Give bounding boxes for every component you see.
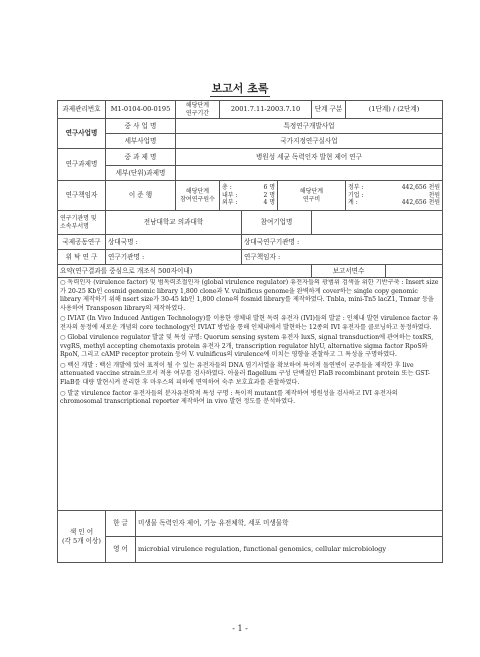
pages-value — [386, 265, 443, 278]
commission-institution: 연구기관명 : — [106, 250, 242, 265]
report-summary-table — [57, 100, 443, 563]
institution-value: 전남대학교 의과대학 — [106, 211, 242, 235]
keywords-label: 색 인 어 (각 5개 이상) — [58, 511, 106, 563]
middle-business-value: 특정연구개발사업 — [176, 119, 443, 134]
business-label: 연구사업명 — [58, 119, 106, 149]
task-id-value: M1-0104-00-0195 — [106, 101, 176, 119]
detail-business-label: 세부사업명 — [106, 134, 176, 149]
researcher-name: 이 준 행 — [106, 181, 176, 211]
abstract-header: 요약(연구결과를 중심으로 개조식 500자이내) — [58, 265, 312, 278]
detail-business-value: 국가지정연구실사업 — [176, 134, 443, 149]
institution-label: 연구기관명 및 소속부서명 — [58, 211, 106, 235]
intl-label: 국제공동연구 — [58, 235, 106, 250]
period-label: 해당단계 연구기간 — [176, 101, 220, 119]
partner-label: 참여기업명 — [242, 211, 312, 235]
abstract-item: ○ 독력인자 (virulence factor) 및 범독력조절인자 (global virulence regulator) 유전자들의 광범위 검색을 위한 기반구축 : Insert size 가 20-25 Kb인 cosmid genomic library 1,800 clone과 V. vulnificus genome을 완벽하게 cover하는 single copy genomic library 제작하기 위해 nsert size가 30-45 kb인 1,800 clone의 fosmid library를 제작하였다. Tnbla, mini-Tn5 lacZ1, Tnmar 등을 사용하여 Transposon library의 제작하였다. — [60, 279, 439, 312]
middle-task-value: 병원성 세균 독력인자 발현 제어 연구 — [176, 149, 443, 166]
page-number: - 1 - — [232, 624, 248, 633]
keywords-korean-label: 한 글 — [106, 511, 136, 537]
counterpart-country: 상대국명 : — [106, 235, 242, 250]
fund-values: 정부 : 442,656 천원 기업 : 천원 계 : 442,656 천원 — [346, 181, 443, 211]
abstract-item: ○ 백신 개발 : 백신 개발에 있어 표적이 될 수 있는 유전자들의 DNA 염기서열을 확보하여 특이적 돌연변이 균주들을 제작한 후 live attenuated vaccine strain으로서 적용 여부를 검사하였다. 아울러 flagellum 구성 단백질인 FlaB recombinant protein 또는 GST-FlaB를 대량 발현시켜 분리한 후 마우스의 피하에 면역하여 숙주 보호효과를 관찰하였다. — [60, 361, 430, 387]
keywords-english-value: microbial virulence regulation, functional genomics, cellular microbiology — [136, 537, 443, 563]
keywords-english-label: 영 어 — [106, 537, 136, 563]
abstract-item: ○ Global virulence regulator 발굴 및 특성 규명: Quorum sensing system 유전자 luxS, signal transduction에 관여하는 toxRS, vvgRS, methyl accepting chemotaxis protein 유전자 2개, transcription regulator hlyU, alternative sigma factor RpoS와 RpoN, 그리고 cAMP receptor protein 등이 V. vulnificus의 virulence에 미치는 영향을 관찰하고 그 특성을 구명하였다. — [60, 334, 434, 359]
middle-task-label: 중 과 제 명 — [106, 149, 176, 166]
report-title: 보고서 초록 — [211, 82, 269, 95]
counterpart-institution: 상대국연구기관명 : — [242, 235, 443, 250]
participant-counts: 총 : 6 명 내부 : 2 명 외부 : 4 명 — [220, 181, 278, 211]
abstract-body — [58, 278, 443, 511]
research-task-label: 연구과제명 — [58, 149, 106, 181]
commission-manager: 연구책임자 : — [242, 250, 443, 265]
participant-label: 해당단계 참여연구원수 — [176, 181, 220, 211]
partner-value — [312, 211, 443, 235]
pages-label: 보고서면수 — [312, 265, 386, 278]
middle-business-label: 중 사 업 명 — [106, 119, 176, 134]
detail-task-label: 세부(단위)과제명 — [106, 166, 176, 181]
researcher-label: 연구책임자 — [58, 181, 106, 211]
keywords-korean-value: 미생물 독력인자 제어, 기능 유전체학, 세포 미생물학 — [136, 511, 443, 537]
stage-value: (1단계) / (2단계) — [346, 101, 443, 119]
period-value: 2001.7.11-2003.7.10 — [220, 101, 312, 119]
abstract-item: ○ IVIAT (In Vivo Induced Antigen Technology)를 이용한 생체내 발현 독력 유전자 (IVI)들의 발굴 : 인체내 발현 virulence factor 유전자의 동정에 새로운 개념의 core technology인 IVIAT 방법을 통해 인체내에서 발현하는 12종의 IVI 유전자를 클로닝하고 동정하였다. — [60, 315, 439, 331]
abstract-item: ○ 발굴 virulence factor 유전자들의 분자유전학적 특성 구명 : 특이적 mutant를 제작하여 병원성을 검사하고 IVI 유전자의 chromosomal transcriptional reporter 제작하여 in vivo 발현 정도를 분석하였다. — [60, 389, 398, 406]
detail-task-value — [176, 166, 443, 181]
stage-label: 단계 구분 — [312, 101, 346, 119]
commission-label: 위 탁 연 구 — [58, 250, 106, 265]
fund-label: 해당단계 연구비 — [278, 181, 346, 211]
task-id-label: 과제관리번호 — [58, 101, 106, 119]
